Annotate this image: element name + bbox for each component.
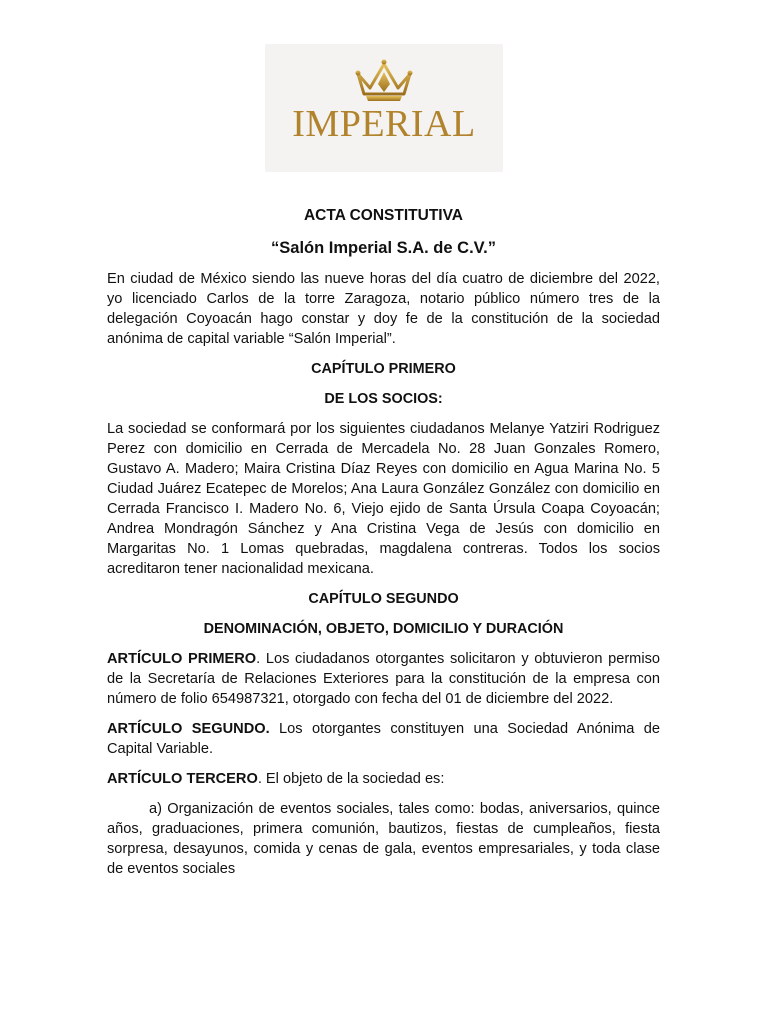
chapter1-subheading: DE LOS SOCIOS: <box>324 391 443 407</box>
document-body <box>107 206 660 889</box>
crown-icon <box>352 54 416 106</box>
chapter1-paragraph: La sociedad se conformará por los siguientes ciudadanos Melanye Yatziri Rodriguez Perez con domicilio en Cerrada de Mercadela No. 28 Juan Gonzales Romero, Gustavo A. Madero; Maira Cristina Díaz Reyes con domicilio en Agua Marina No. 5 Ciudad Juárez Ecatepec de Morelos; Ana Laura González González con domicilio en Cerrada Francisco I. Madero No. 6, Viejo ejido de Santa Úrsula Coapa Coyoacán; Andrea Mondragón Sánchez y Ana Cristina Vega de Jesús con domicilio en Margaritas No. 1 Lomas quebradas, magdalena contreras. Todos los socios acreditaron tener nacionalidad mexicana. <box>107 421 660 577</box>
article-second <box>107 719 660 759</box>
article-third-label: ARTÍCULO TERCERO <box>107 771 258 787</box>
logo-wordmark: IMPERIAL <box>292 103 476 145</box>
article-first-text: . Los ciudadanos otorgantes solicitaron y obtuvieron permiso de la Secretaría de Relaciones Exteriores para la constitución de la empresa con número de folio 654987321, otorgado con fecha del 01 de diciembre del 2022. <box>107 651 660 707</box>
article-third <box>107 769 660 789</box>
article-second-label: ARTÍCULO SEGUNDO. <box>107 721 270 737</box>
intro-paragraph: En ciudad de México siendo las nueve horas del día cuatro de diciembre del 2022, yo licenciado Carlos de la torre Zaragoza, notario público número tres de la delegación Coyoacán hago constar y doy fe de la constitución de la sociedad anónima de capital variable “Salón Imperial”. <box>107 271 660 347</box>
chapter2-subheading: DENOMINACIÓN, OBJETO, DOMICILIO Y DURACIÓN <box>203 621 564 637</box>
article-third-text: . El objeto de la sociedad es: <box>257 771 445 787</box>
document-subtitle: “Salón Imperial S.A. de C.V.” <box>271 239 496 257</box>
company-logo <box>265 44 503 172</box>
chapter2-heading: CAPÍTULO SEGUNDO <box>308 591 459 607</box>
list-item-a: a) Organización de eventos sociales, tales como: bodas, aniversarios, quince años, graduaciones, primera comunión, bautizos, fiestas de cumpleaños, fiesta sorpresa, desayunos, comida y cenas de gala, eventos empresariales, y toda clase de eventos sociales <box>107 801 660 877</box>
chapter1-heading: CAPÍTULO PRIMERO <box>311 361 456 377</box>
article-first-label: ARTÍCULO PRIMERO <box>107 651 257 667</box>
article-first <box>107 649 660 709</box>
document-title: ACTA CONSTITUTIVA <box>303 207 463 224</box>
article-second-text: Los otorgantes constituyen una Sociedad Anónima de Capital Variable. <box>107 721 660 757</box>
